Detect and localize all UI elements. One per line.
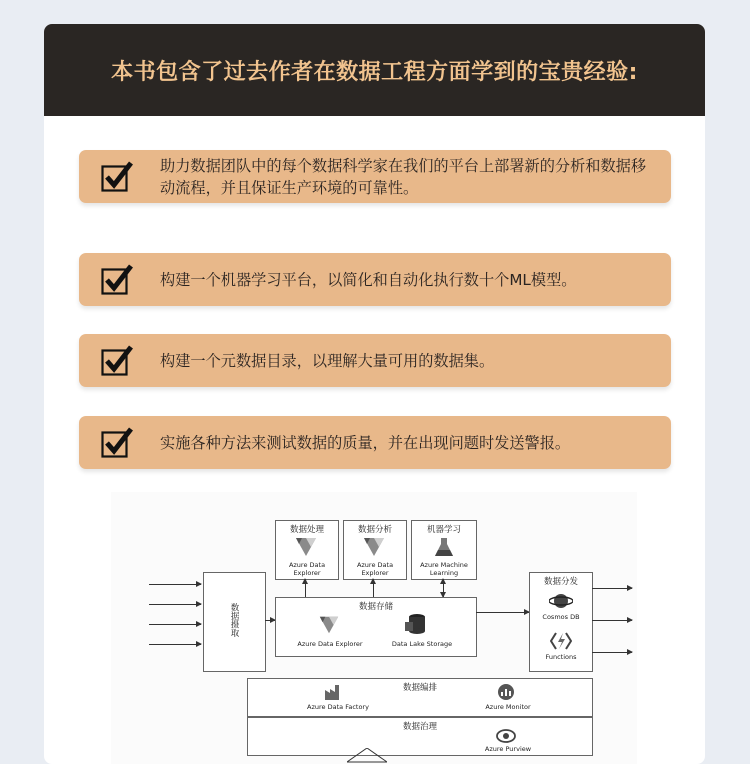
experience-item-text: 实施各种方法来测试数据的质量，并在出现问题时发送警报。	[160, 433, 571, 452]
distribution-functions-label: Functions	[545, 653, 577, 661]
functions-icon	[550, 631, 572, 651]
connector	[305, 579, 306, 597]
orchestration-title: 数据编排	[402, 683, 437, 693]
storage-box	[275, 597, 477, 657]
input-arrow	[149, 604, 201, 605]
ml-title: 机器学习	[426, 525, 461, 535]
ingest-label: 数据摄取	[229, 603, 239, 637]
output-arrow	[592, 588, 632, 589]
distribution-title: 数据分发	[543, 577, 578, 587]
output-arrow	[592, 652, 632, 653]
data-explorer-icon	[318, 614, 340, 636]
governance-title: 数据治理	[402, 722, 437, 732]
input-arrow	[149, 644, 201, 645]
experience-item	[79, 416, 671, 469]
experience-item	[79, 150, 671, 203]
processing-box	[275, 520, 339, 580]
distribution-box	[529, 572, 593, 672]
checkbox-checked-icon	[101, 161, 133, 193]
governance-purview-label: Azure Purview	[484, 745, 532, 753]
data-explorer-icon	[362, 536, 386, 558]
flow-arrow	[476, 612, 529, 613]
experience-item-text: 构建一个机器学习平台，以简化和自动化执行数十个ML模型。	[160, 270, 577, 289]
input-arrow	[149, 584, 201, 585]
connector	[443, 579, 444, 597]
storage-title: 数据存储	[358, 602, 393, 612]
card-title: 本书包含了过去作者在数据工程方面学到的宝贵经验:	[111, 59, 638, 85]
purview-icon	[496, 728, 516, 744]
governance-box	[247, 717, 593, 756]
distribution-cosmos-label: Cosmos DB	[542, 613, 580, 621]
checkbox-checked-icon	[101, 427, 133, 459]
experience-item	[79, 253, 671, 306]
experience-card	[44, 24, 705, 764]
processing-title: 数据处理	[289, 525, 324, 535]
ml-label: Azure Machine Learning	[420, 561, 468, 577]
data-factory-icon	[324, 683, 346, 701]
diamond-shape	[347, 748, 387, 764]
cosmos-db-icon	[549, 591, 573, 611]
ingest-box	[203, 572, 266, 672]
connector	[373, 579, 374, 597]
analysis-box	[343, 520, 407, 580]
processing-label: Azure Data Explorer	[288, 561, 326, 577]
storage-lake-label: Data Lake Storage	[391, 640, 453, 648]
output-arrow	[592, 620, 632, 621]
storage-adx-label: Azure Data Explorer	[297, 640, 363, 648]
orchestration-monitor-label: Azure Monitor	[485, 703, 531, 711]
experience-item-text: 助力数据团队中的每个数据科学家在我们的平台上部署新的分析和数据移动流程，并且保证生产环境的可靠性。	[160, 156, 646, 197]
checkbox-checked-icon	[101, 345, 133, 377]
flow-arrow	[265, 620, 275, 621]
monitor-icon	[496, 683, 516, 701]
experience-item	[79, 334, 671, 387]
orchestration-factory-label: Azure Data Factory	[307, 703, 369, 711]
analysis-label: Azure Data Explorer	[356, 561, 394, 577]
ml-box	[411, 520, 477, 580]
checkbox-checked-icon	[101, 264, 133, 296]
storage-icon	[404, 612, 428, 636]
architecture-diagram	[111, 492, 637, 764]
experience-item-text: 构建一个元数据目录，以理解大量可用的数据集。	[160, 351, 495, 370]
orchestration-box	[247, 678, 593, 717]
data-explorer-icon	[294, 536, 318, 558]
input-arrow	[149, 624, 201, 625]
analysis-title: 数据分析	[357, 525, 392, 535]
flask-icon	[434, 536, 454, 558]
card-header	[44, 24, 705, 116]
